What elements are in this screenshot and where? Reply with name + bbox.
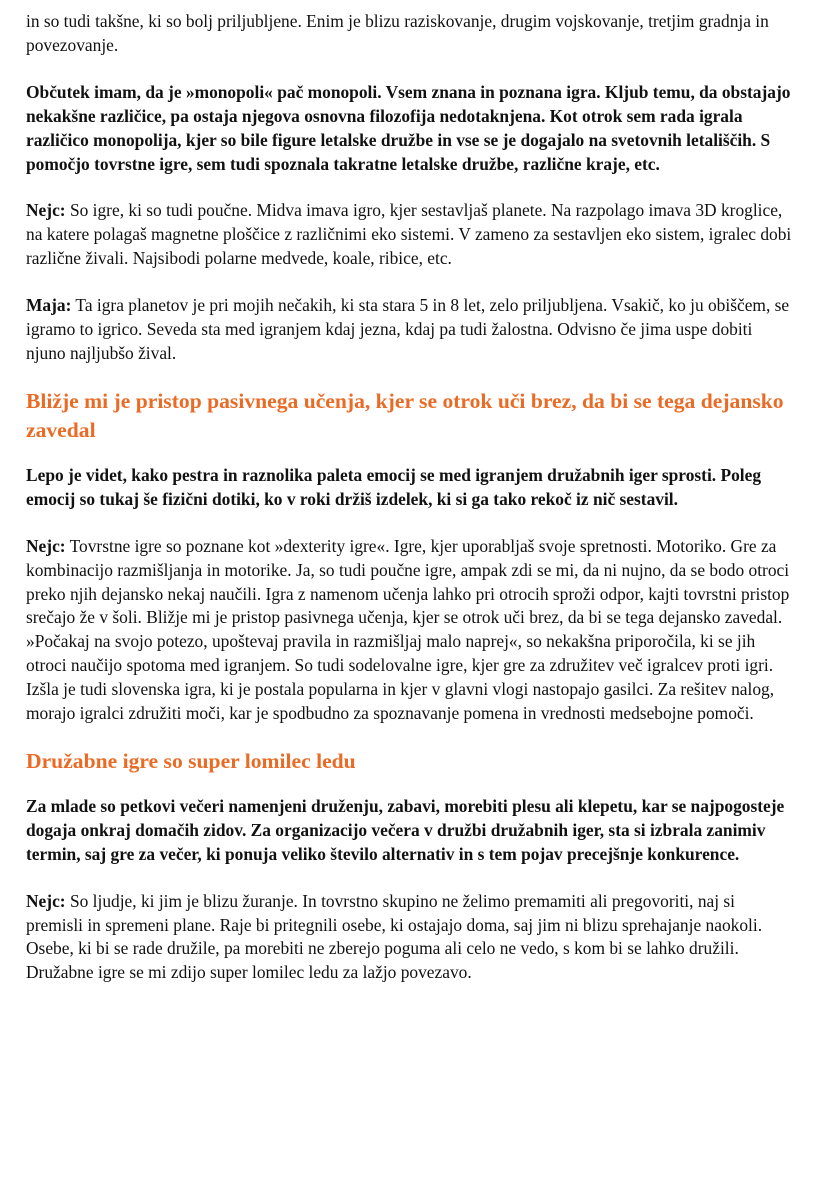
speaker-name: Nejc: bbox=[26, 890, 66, 911]
answer-text: So ljudje, ki jim je blizu žuranje. In tovrstno skupino ne želimo premamiti ali pregovoriti, naj si premisli in spremeni plane. Raje bi pritegnili osebe, ki ostajajo doma, saj jim ni blizu sprehajanje naokoli. Osebe, ki bi se rade družile, pa morebiti ne zberejo poguma ali celo ne vedo, s kom bi se lahko družili. Družabne igre se mi zdijo super lomilec ledu za lažjo povezavo. bbox=[26, 890, 763, 983]
section-heading: Bližje mi je pristop pasivnega učenja, kjer se otrok uči brez, da bi se tega dejansko zavedal bbox=[26, 388, 784, 442]
speaker-name: Maja: bbox=[26, 295, 72, 316]
speaker-name: Nejc: bbox=[26, 200, 66, 221]
speaker-name: Nejc: bbox=[26, 535, 66, 556]
article-body bbox=[26, 10, 796, 1008]
answer-text: So igre, ki so tudi poučne. Midva imava igro, kjer sestavljaš planete. Na razpolago imava 3D kroglice, na katere polagaš magnetne ploščice z različnimi eko sistemi. V zameno za sestavljen eko sistem, igralec dobi različne živali. Najsibodi polarne medvede, koale, ribice, etc. bbox=[26, 200, 792, 269]
paragraph-intro: in so tudi takšne, ki so bolj priljubljene. Enim je blizu raziskovanje, drugim vojskovanje, tretjim gradnja in povezovanje. bbox=[26, 11, 769, 55]
answer-paragraph bbox=[26, 294, 796, 366]
answer-paragraph bbox=[26, 199, 796, 271]
interviewer-question: Lepo je videt, kako pestra in raznolika paleta emocij se med igranjem družabnih iger sprosti. Poleg emocij so tukaj še fizični dotiki, ko v roki držiš izdelek, ki si ga tako rekoč iz nič sestavil. bbox=[26, 464, 762, 509]
answer-text: Tovrstne igre so poznane kot »dexterity igre«. Igre, kjer uporabljaš svoje spretnosti. Motoriko. Gre za kombinacijo razmišljanja in motorike. Ja, so tudi poučne igre, ampak zdi se mi, da ni nujno, da se bodo otroci preko njih dejansko nekaj naučili. Igra z namenom učenja lahko pri otrocih sproži odpor, kajti tovrstni pristop srečajo že v šoli. Bližje mi je pristop pasivnega učenja, kjer se otrok uči brez, da bi se tega dejansko zavedal. »Počakaj na svojo potezo, upoštevaj pravila in razmišljaj malo naprej«, so nekakšna priporočila, ki se jih otroci naučijo spotoma med igranjem. So tudi sodelovalne igre, kjer gre za združitev več igralcev proti igri. Izšla je tudi slovenska igra, ki je postala popularna in kjer v glavni vlogi nastopajo gasilci. Za rešitev nalog, morajo igralci združiti moči, kar je spodbudno za spoznavanje pomena in vrednosti medsebojne pomoči. bbox=[26, 535, 790, 724]
answer-paragraph bbox=[26, 890, 796, 986]
section-heading: Družabne igre so super lomilec ledu bbox=[26, 748, 356, 773]
answer-text: Ta igra planetov je pri mojih nečakih, ki sta stara 5 in 8 let, zelo priljubljena. Vsakič, ko ju obiščem, se igramo to igrico. Seveda sta med igranjem kdaj jezna, kdaj pa tudi žalostna. Odvisno če jima uspe dobiti njuno najljubšo žival. bbox=[26, 295, 790, 363]
interviewer-question: Za mlade so petkovi večeri namenjeni druženju, zabavi, morebiti plesu ali klepetu, kar se najpogosteje dogaja onkraj domačih zidov. Za organizacijo večera v družbi družabnih iger, sta si izbrala zanimiv termin, saj gre za večer, ki ponuja veliko število alternativ in s tem pojav precejšnje konkurence. bbox=[26, 795, 785, 864]
answer-paragraph bbox=[26, 535, 796, 726]
interviewer-question: Občutek imam, da je »monopoli« pač monopoli. Vsem znana in poznana igra. Kljub temu, da obstajajo nekakšne različice, pa ostaja njegova osnovna filozofija nedotaknjena. Kot otrok sem rada igrala različico monopolija, kjer so bile figure letalske družbe in vse se je dogajalo na svetovnih letališčih. S pomočjo tovrstne igre, sem tudi spoznala takratne letalske družbe, različne kraje, etc. bbox=[26, 81, 791, 174]
